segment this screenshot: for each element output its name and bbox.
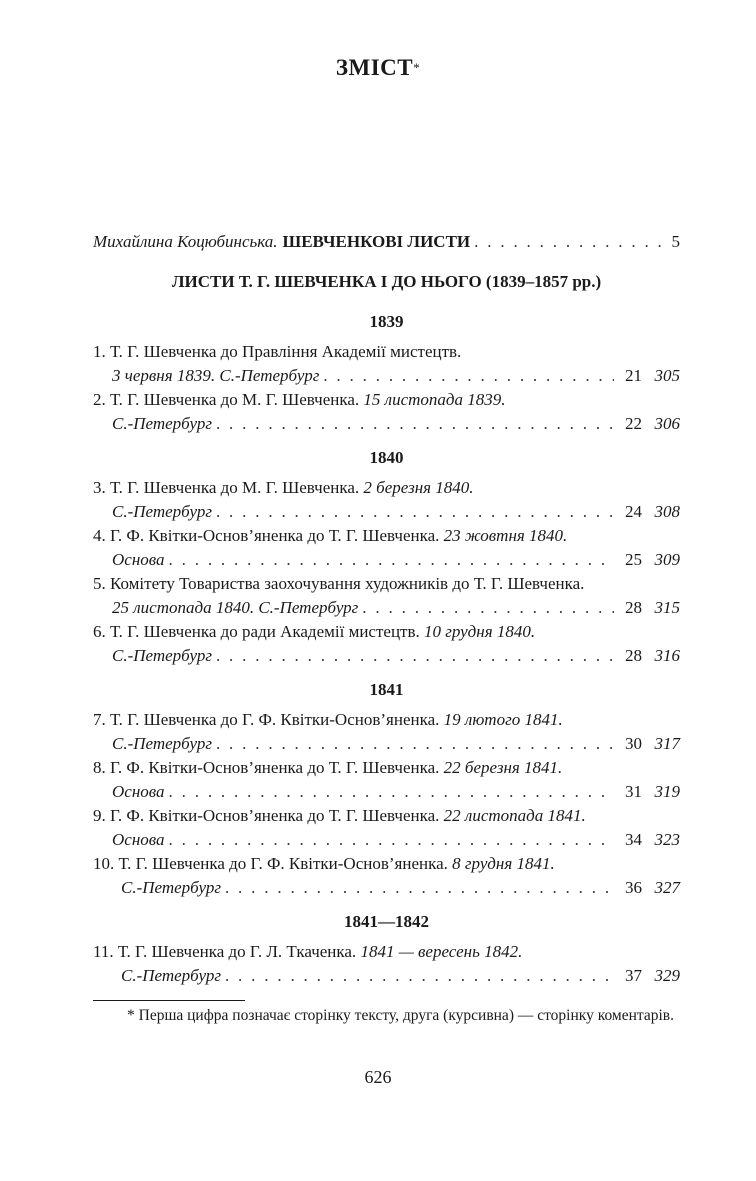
dot-leader	[216, 732, 614, 756]
page-title	[0, 55, 756, 81]
text-page: 25	[625, 550, 642, 569]
entry-pages	[618, 500, 680, 524]
comment-page: 308	[654, 502, 680, 521]
toc-entry[interactable]	[93, 708, 680, 756]
year-heading: 1840	[369, 448, 404, 467]
page-number: 626	[364, 1067, 392, 1087]
dot-leader	[169, 548, 614, 572]
entry-title-text: 8. Г. Ф. Квітки-Основ’яненка до Т. Г. Шевченка.	[93, 758, 444, 777]
comment-page: 317	[654, 734, 680, 753]
entry-date: 2 березня 1840.	[363, 478, 474, 497]
entry-place: 3 червня 1839. С.-Петербург	[112, 366, 320, 385]
entry-title	[93, 388, 680, 412]
entry-date: 10 грудня 1840.	[424, 622, 536, 641]
text-page: 21	[625, 366, 642, 385]
text-page: 37	[625, 966, 642, 985]
text-page: 30	[625, 734, 642, 753]
text-page: 36	[625, 878, 642, 897]
dot-leader	[225, 964, 614, 988]
page-title-text: ЗМІСТ	[335, 55, 414, 80]
entry-pages	[618, 548, 680, 572]
toc-entry[interactable]	[93, 756, 680, 804]
entry-place: С.-Петербург	[112, 646, 212, 665]
dot-leader	[216, 644, 614, 668]
entry-title-text: 4. Г. Ф. Квітки-Основ’яненка до Т. Г. Шевченка.	[93, 526, 444, 545]
entry-place: Основа	[112, 782, 165, 801]
toc-entry[interactable]	[93, 804, 680, 852]
dot-leader	[362, 596, 614, 620]
toc-entry[interactable]	[93, 340, 680, 388]
entry-place: С.-Петербург	[112, 502, 212, 521]
text-page: 24	[625, 502, 642, 521]
comment-page: 327	[654, 878, 680, 897]
year-heading: 1841	[369, 680, 404, 699]
entry-title	[93, 940, 680, 964]
entry-title-text: 10. Т. Г. Шевченка до Г. Ф. Квітки-Основ’яненка.	[93, 854, 453, 873]
comment-page: 305	[654, 366, 680, 385]
dot-leader	[225, 876, 614, 900]
text-page: 34	[625, 830, 642, 849]
toc-entry[interactable]	[93, 940, 680, 988]
entry-date: 1841 — вересень 1842.	[360, 942, 523, 961]
entry-pages	[618, 364, 680, 388]
toc-entry[interactable]	[93, 476, 680, 524]
entry-place: С.-Петербург	[121, 966, 221, 985]
text-page: 22	[625, 414, 642, 433]
entry-title	[93, 756, 680, 780]
entry-date: 22 березня 1841.	[443, 758, 563, 777]
dot-leader	[169, 780, 614, 804]
entry-place-line	[93, 964, 680, 988]
entry-place: Основа	[112, 550, 165, 569]
intro-entry[interactable]	[93, 230, 680, 254]
text-page: 28	[625, 598, 642, 617]
entry-title	[93, 804, 680, 828]
section-heading: ЛИСТИ Т. Г. ШЕВЧЕНКА І ДО НЬОГО (1839–1857 рр.)	[171, 272, 602, 291]
entry-pages	[618, 644, 680, 668]
entry-pages	[618, 876, 680, 900]
text-page: 28	[625, 646, 642, 665]
entry-pages	[618, 964, 680, 988]
entry-title	[93, 852, 680, 876]
entry-place-line	[93, 644, 680, 668]
entry-title-text: 3. Т. Г. Шевченка до М. Г. Шевченка.	[93, 478, 364, 497]
entry-place: С.-Петербург	[112, 414, 212, 433]
entry-place-line	[93, 828, 680, 852]
comment-page: 309	[654, 550, 680, 569]
entry-title-text: 5. Комітету Товариства заохочування художників до Т. Г. Шевченка.	[93, 574, 585, 593]
intro-page-number: 5	[671, 232, 680, 251]
dot-leader	[216, 412, 614, 436]
entry-date: 23 жовтня 1840.	[443, 526, 568, 545]
entry-title-text: 2. Т. Г. Шевченка до М. Г. Шевченка.	[93, 390, 364, 409]
intro-title: ШЕВЧЕНКОВІ ЛИСТИ	[282, 232, 471, 251]
toc-entry[interactable]	[93, 852, 680, 900]
toc-entry[interactable]	[93, 388, 680, 436]
entry-title-text: 9. Г. Ф. Квітки-Основ’яненка до Т. Г. Шевченка.	[93, 806, 444, 825]
entry-title-text: 7. Т. Г. Шевченка до Г. Ф. Квітки-Основ’яненка.	[93, 710, 444, 729]
entry-date: 15 листопада 1839.	[363, 390, 506, 409]
entry-place: Основа	[112, 830, 165, 849]
dot-leader	[323, 364, 614, 388]
dot-leader	[216, 500, 614, 524]
entry-date: 22 листопада 1841.	[443, 806, 586, 825]
entry-title-text: 6. Т. Г. Шевченка до ради Академії мистецтв.	[93, 622, 425, 641]
toc-entry[interactable]	[93, 572, 680, 620]
comment-page: 316	[654, 646, 680, 665]
comment-page: 319	[654, 782, 680, 801]
toc-entry[interactable]	[93, 620, 680, 668]
entry-title	[93, 476, 680, 500]
entry-place: 25 листопада 1840. С.-Петербург	[112, 598, 359, 617]
comment-page: 323	[654, 830, 680, 849]
entry-place-line	[93, 500, 680, 524]
entry-pages	[618, 780, 680, 804]
entry-place: С.-Петербург	[121, 878, 221, 897]
entry-place-line	[93, 364, 680, 388]
entry-place: С.-Петербург	[112, 734, 212, 753]
entry-title	[93, 572, 680, 596]
entry-place-line	[93, 732, 680, 756]
comment-page: 315	[654, 598, 680, 617]
entry-place-line	[93, 412, 680, 436]
entry-title	[93, 340, 680, 364]
entry-pages	[618, 828, 680, 852]
entry-title-text: 1. Т. Г. Шевченка до Правління Академії мистецтв.	[93, 342, 462, 361]
entry-title	[93, 708, 680, 732]
entry-place-line	[93, 596, 680, 620]
footnote-marker: *	[413, 60, 421, 75]
footnote-divider	[93, 1000, 245, 1001]
entry-place-line	[93, 780, 680, 804]
year-heading: 1841—1842	[344, 912, 429, 931]
entry-pages	[618, 732, 680, 756]
entry-title-text: 11. Т. Г. Шевченка до Г. Л. Ткаченка.	[93, 942, 361, 961]
dot-leader	[474, 230, 667, 254]
entry-pages	[618, 412, 680, 436]
toc-entry[interactable]	[93, 524, 680, 572]
entry-place-line	[93, 548, 680, 572]
entry-pages	[618, 596, 680, 620]
entry-title	[93, 524, 680, 548]
text-page: 31	[625, 782, 642, 801]
entry-date: 8 грудня 1841.	[452, 854, 555, 873]
entry-date: 19 лютого 1841.	[443, 710, 563, 729]
table-of-contents	[93, 230, 680, 988]
entry-place-line	[93, 876, 680, 900]
comment-page: 329	[654, 966, 680, 985]
entry-title	[93, 620, 680, 644]
dot-leader	[169, 828, 614, 852]
intro-author: Михайлина Коцюбинська.	[93, 232, 278, 251]
year-heading: 1839	[369, 312, 404, 331]
footnote: * Перша цифра позначає сторінку тексту, друга (курсивна) — сторінку коментарів.	[127, 1007, 674, 1024]
comment-page: 306	[654, 414, 680, 433]
